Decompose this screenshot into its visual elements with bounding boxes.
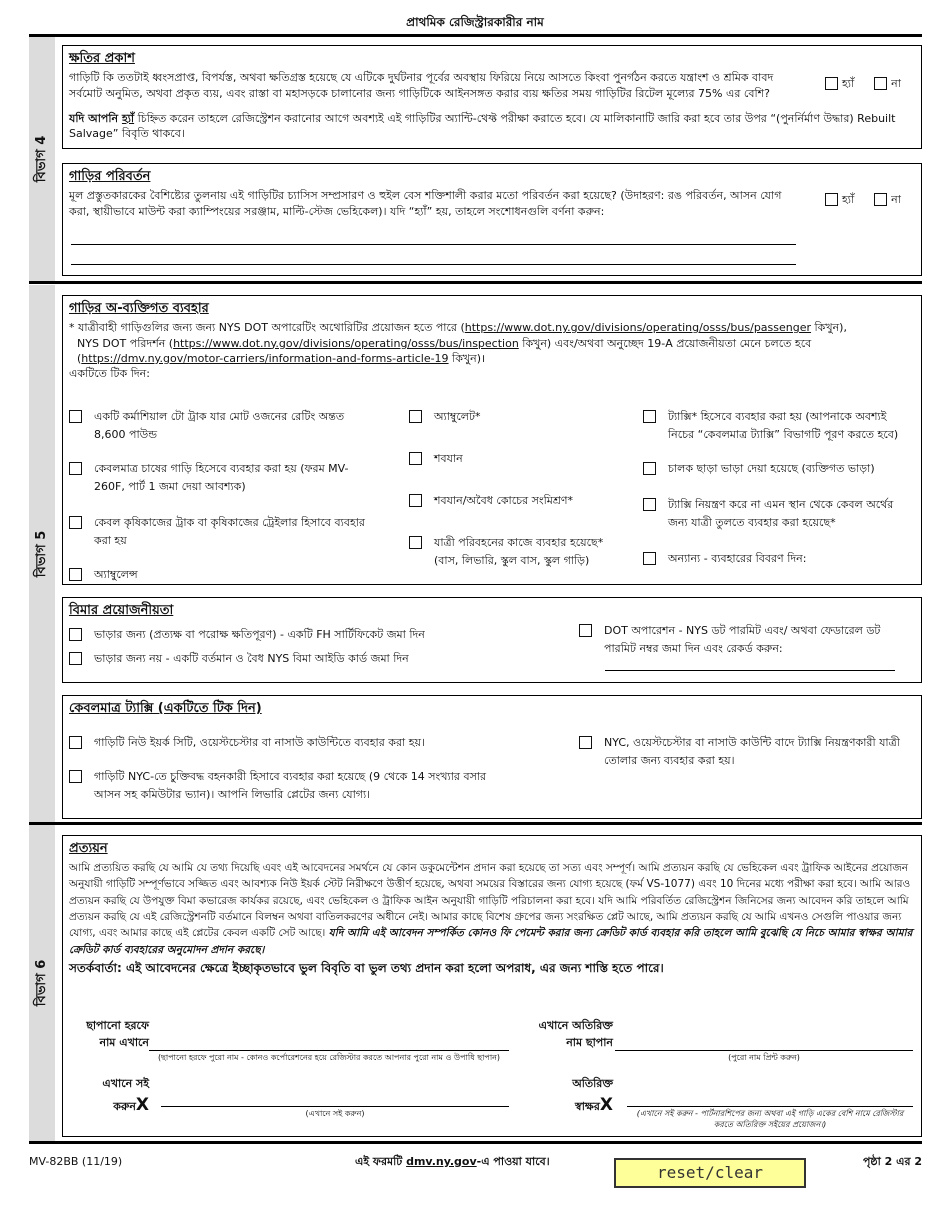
section-4 — [29, 34, 922, 284]
additional-signature-label: অতিরিক্ত স্বাক্ষরX — [572, 1077, 613, 1115]
taxi-option[interactable]: NYC, ওয়েস্টচেস্টার বা নাসাউ কাউন্টি বাদে ট্যাক্সি নিয়ন্ত্রণকারী যাত্রী তোলার জন্য ব্যবহার করা হয়। — [579, 734, 909, 769]
print-name-hint: (ছাপানো হরফে পুরো নাম - কোনও কর্পোরেশনের হয়ে রেজিস্টার করতে আপনার পুরো নাম ও উপাধি ছাপান) — [157, 1053, 501, 1062]
insurance-box — [62, 597, 922, 683]
salvage-question: গাড়িটি কি ততটাই ধ্বংসপ্রাপ্ত, বিপর্যস্ত, অথবা ক্ষতিগ্রস্ত হয়েছে যে এটিকে দুর্ঘটনার পূর্বের অবস্থায় ফিরিয়ে নিয়ে আসতে কিংবা পুনর্গঠন করতে যন্ত্রাংশ ও শ্রমিক বাবদ সর্বমোট অনুমিত, অথবা প্রকৃত ব্যয়, এবং রাস্তা বা মহাসড়কে চালানোর জন্য গাড়িটিকে আইনসঙ্গত করার ব্যয় ক্ষতির সময় গাড়িটির রিটেল মূল্যের 75% এর বেশি? — [69, 71, 774, 100]
insurance-heading: বিমার প্রয়োজনীয়তা — [69, 603, 174, 618]
reset-clear-button[interactable]: reset/clear — [614, 1158, 806, 1188]
modification-line-1[interactable] — [71, 244, 796, 245]
section-4-label: বিভাগ 4 — [33, 135, 49, 183]
available-note: এই ফরমটি dmv.ny.gov-এ পাওয়া যাবে। — [355, 1155, 550, 1168]
additional-name-label: এখানে অতিরিক্ত নাম ছাপান — [538, 1019, 613, 1049]
use-option[interactable]: চালক ছাড়া ভাড়া দেয়া হয়েছে (ব্যক্তিগত ভাড়া) — [643, 460, 913, 478]
salvage-no-checkbox[interactable] — [874, 77, 887, 90]
section-5 — [29, 285, 922, 825]
dmv-link[interactable]: dmv.ny.gov — [406, 1155, 477, 1168]
use-option[interactable]: অ্যাম্বুলেন্স — [69, 566, 369, 584]
taxi-heading: কেবলমাত্র ট্যাক্সি (একটিতে টিক দিন) — [69, 701, 262, 716]
additional-name-hint: (পুরো নাম প্রিন্ট করুন) — [728, 1053, 800, 1062]
additional-signature-hint: (এখানে সই করুন - পার্টনারশিপের জন্য অথবা এই গাড়ি একের বেশি নামে রেজিস্টার করতে অতিরিক্ত সইয়ের প্রয়োজন।) — [636, 1109, 904, 1130]
article-19-link[interactable]: https://dmv.ny.gov/motor-carriers/information-and-forms-article-19 — [81, 351, 449, 365]
signature-x: X — [135, 1094, 149, 1115]
page-number: পৃষ্ঠা 2 এর 2 — [862, 1155, 922, 1168]
modification-line-2[interactable] — [71, 264, 796, 265]
insurance-option[interactable]: ভাড়ার জন্য (প্রত্যক্ষ বা পরোক্ষ ক্ষতিপূরণ) - একটি FH সার্টিফিকেট জমা দিন — [69, 626, 549, 644]
use-note-3: (https://dmv.ny.gov/motor-carriers/information-and-forms-article-19 কিখুন)। — [77, 351, 486, 365]
non-personal-use-heading: গাড়ির অ-ব্যক্তিগত ব্যবহার — [69, 301, 209, 316]
footer — [0, 1150, 950, 1190]
signature-line[interactable] — [161, 1106, 509, 1107]
warning: সতর্কবার্তা: এই আবেদনের ক্ষেত্রে ইচ্ছাকৃতভাবে ভুল বিবৃতি বা ভুল তথ্য প্রদান করা হলো অপরাধ, এর জন্য শাস্তি হতে পারে। — [69, 960, 664, 975]
use-option[interactable]: যাত্রী পরিবহনের কাজে ব্যবহার হয়েছে* (বাস, লিভারি, স্কুল বাস, স্কুল গাড়ি) — [409, 534, 629, 569]
salvage-heading: ক্ষতির প্রকাশ — [69, 51, 135, 66]
print-name-label: ছাপানো হরফে নাম এখানে — [86, 1019, 149, 1049]
additional-name-line[interactable] — [615, 1050, 913, 1051]
other-use-line[interactable] — [668, 584, 903, 585]
insurance-option[interactable]: ভাড়ার জন্য নয় - একটি বর্তমান ও বৈধ NYS বিমা আইডি কার্ড জমা দিন — [69, 650, 549, 668]
non-personal-use-box — [62, 295, 922, 585]
use-note-2: NYS DOT পরিদর্শন (https://www.dot.ny.gov/divisions/operating/osss/bus/inspection কিখুন) এবং/অথবা অনুচ্ছেদ 19-A প্রয়োজনীয়তা মেনে চলতে হবে — [77, 336, 812, 350]
taxi-option[interactable]: গাড়িটি নিউ ইয়র্ক সিটি, ওয়েস্টচেস্টার বা নাসাউ কাউন্টিতে ব্যবহার করা হয়। — [69, 734, 529, 752]
certification-heading: প্রত্যয়ন — [69, 841, 108, 856]
modification-heading: গাড়ির পরিবর্তন — [69, 169, 151, 184]
modification-no-checkbox[interactable] — [874, 193, 887, 206]
use-option[interactable]: ট্যাক্সি নিয়ন্ত্রণ করে না এমন স্থান থেকে কেবল অর্থের জন্য যাত্রী তুলতে ব্যবহার করা হয়েছে* — [643, 496, 913, 531]
form-id: MV-82BB (11/19) — [29, 1155, 123, 1168]
dot-operation-option[interactable]: DOT অপারেশন - NYS ডট পারমিট এবং/ অথবা ফেডারেল ডট পারমিট নম্বর জমা দিন এবং রেকর্ড করুন: — [579, 622, 909, 657]
use-option[interactable]: একটি কর্মাশিয়াল টো ট্রাক যার মোট ওজনের রেটিং অন্তত 8,600 পাউন্ড — [69, 408, 369, 443]
additional-signature-line[interactable] — [627, 1106, 913, 1107]
salvage-yes-checkbox[interactable] — [825, 77, 838, 90]
use-option[interactable]: কেবলমাত্র চাষের গাড়ি হিসেবে ব্যবহার করা হয় (ফরম MV-260F, পার্ট 1 জমা দেয়া আবশ্যক) — [69, 460, 369, 495]
use-option[interactable]: অন্যান্য - ব্যবহারের বিবরণ দিন: — [643, 550, 913, 568]
dot-permit-line[interactable] — [605, 670, 895, 671]
section-6 — [29, 822, 922, 1144]
taxi-box — [62, 695, 922, 819]
modification-box: গাড়ির পরিবর্তন মূল প্রস্তুতকারকের বৈশিষ্ট্যের তুলনায় এই গাড়িটির চ্যাসিস সম্প্রসারণ ও হুইল বেস শক্তিশালী করার মতো পরিবর্তন করা হয়েছে? (উদাহরণ: রঙ পরিবর্তন, আসন যোগ করা, স্থায়ীভাবে মাউন্ট করা ক্যাম্পিংয়ের সরঞ্জাম, মাল্টি-স্টেজ ভেহিকেল)। যদি “হ্যাঁ” হয়, তাহলে সংশোধনগুলি বর্ণনা করুন: হ্যাঁ না — [62, 163, 922, 276]
credit-card-statement: যদি আমি এই আবেদন সম্পর্কিত কোনও ফি পেমেন্ট করার জন্য ক্রেডিট কার্ড ব্যবহার করি তাহলে আমি বুঝেছি যে নিচে আমার স্বাক্ষর আমার ক্রেডিট কার্ড ব্যবহারের অনুমোদন প্রদান করছে। — [69, 927, 913, 956]
tick-one-label: একটিতে টিক দিন: — [69, 367, 150, 381]
use-option[interactable]: শবযান/অবৈধ কোচের সংমিশ্রণ* — [409, 492, 629, 510]
section-6-label: বিভাগ 6 — [33, 959, 49, 1007]
signature-label: এখানে সই করুনX — [102, 1077, 149, 1115]
inspection-link[interactable]: https://www.dot.ny.gov/divisions/operating/osss/bus/inspection — [173, 336, 519, 350]
certification-body: আমি প্রত্যয়িত করছি যে আমি যে তথ্য দিয়েছি এবং এই আবেদনের সমর্থনে যে কোন ডকুমেন্টেশন প্রদান করা হয়েছে তা সত্য এবং সম্পূর্ণ। আমি প্রত্যয়ন করছি যে ভেহিকেল এবং ট্রাফিক আইনের প্রয়োজন অনুযায়ী গাড়িটি সম্পূর্ণভাবে সজ্জিত এবং আবশ্যক নিউ ইয়র্ক স্টেট নিরীক্ষণে উত্তীর্ণ হয়েছে, অথবা সময়ের বিস্তারের জন্য যোগ্য হয়েছে (ফর্ম VS-1077) এবং 10 দিনের মধ্যে পরীক্ষা করা হবে। আমি আরও প্রত্যয়ন করছি যে উপযুক্ত বিমা কভারেজ কার্যকর রয়েছে, এবং ভেহিকেল ও ট্রাফিক আইন অনুযায়ী গাড়িটি পরিচালনা করা হবে। যদি আমি পরিবর্তিত রেজিস্ট্রেশন জিনিসের জন্য আবেদন করি তাহলে আমি প্রত্যয়ন করছি যে এই রেজিস্ট্রেশনটি বর্তমানে বিলম্বন অথবা বাতিলকরণের অধীনে নেই। আমার কাছে বিশেষ গ্রুপের জন্য সংরক্ষিত প্লেট আছে, আমি প্রত্যয়ন করছি যে আমি এখনও সেগুলি পাওয়ার জন্য যোগ্য, এবং আমার কাছে এই প্লেটের কেবল একটি সেট আছে। যদি আমি এই আবেদন সম্পর্কিত কোনও ফি পেমেন্ট করার জন্য ক্রেডিট কার্ড ব্যবহার করি তাহলে আমি বুঝেছি যে নিচে আমার স্বাক্ষর আমার ক্রেডিট কার্ড ব্যবহারের অনুমোদন প্রদান করছে। — [69, 862, 913, 956]
use-option[interactable]: শবযান — [409, 450, 629, 468]
salvage-box: ক্ষতির প্রকাশ গাড়িটি কি ততটাই ধ্বংসপ্রাপ্ত, বিপর্যস্ত, অথবা ক্ষতিগ্রস্ত হয়েছে যে এটিকে দুর্ঘটনার পূর্বের অবস্থায় ফিরিয়ে নিয়ে আসতে কিংবা পুনর্গঠন করতে যন্ত্রাংশ ও শ্রমিক বাবদ সর্বমোট অনুমিত, অথবা প্রকৃত ব্যয়, এবং রাস্তা বা মহাসড়কে চালানোর জন্য গাড়িটিকে আইনসঙ্গত করার ব্যয় ক্ষতির সময় গাড়িটির রিটেল মূল্যের 75% এর বেশি? যদি আপনি হ্যাঁ চিহ্নিত করেন তাহলে রেজিস্ট্রেশন করানোর আগে অবশ্যই এই গাড়িটির অ্যান্টি-থেফ্ট পরীক্ষা করাতে হবে। যে মালিকানাটি জারি করা হবে তার উপর “(পুনর্নির্মাণ উদ্ধার) Rebuilt Salvage” বিবৃতি থাকবে। হ্যাঁ না — [62, 45, 922, 149]
modification-question: মূল প্রস্তুতকারকের বৈশিষ্ট্যের তুলনায় এই গাড়িটির চ্যাসিস সম্প্রসারণ ও হুইল বেস শক্তিশালী করার মতো পরিবর্তন করা হয়েছে? (উদাহরণ: রঙ পরিবর্তন, আসন যোগ করা, স্থায়ীভাবে মাউন্ট করা ক্যাম্পিংয়ের সরঞ্জাম, মাল্টি-স্টেজ ভেহিকেল)। যদি “হ্যাঁ” হয়, তাহলে সংশোধনগুলি বর্ণনা করুন: — [69, 189, 782, 218]
use-option[interactable]: কেবল কৃষিকাজের ট্রাক বা কৃষিকাজের ট্রেইলার হিসাবে ব্যবহার করা হয় — [69, 514, 369, 549]
passenger-link[interactable]: https://www.dot.ny.gov/divisions/operating/osss/bus/passenger — [464, 321, 812, 335]
use-option[interactable]: অ্যাম্বুলেট* — [409, 408, 629, 426]
certification-box — [62, 835, 922, 1137]
page-title: প্রাথমিক রেজিস্ট্রারকারীর নাম — [406, 15, 544, 29]
signature-hint: (এখানে সই করুন) — [305, 1109, 365, 1118]
salvage-note: যদি আপনি হ্যাঁ চিহ্নিত করেন তাহলে রেজিস্ট্রেশন করানোর আগে অবশ্যই এই গাড়িটির অ্যান্টি-থেফ্ট পরীক্ষা করাতে হবে। যে মালিকানাটি জারি করা হবে তার উপর “(পুনর্নির্মাণ উদ্ধার) Rebuilt Salvage” বিবৃতি থাকবে। — [69, 111, 896, 141]
print-name-line[interactable] — [149, 1050, 509, 1051]
modification-yes-checkbox[interactable] — [825, 193, 838, 206]
use-option[interactable]: ট্যাক্সি* হিসেবে ব্যবহার করা হয় (আপনাকে অবশ্যই নিচের “কেবলমাত্র ট্যাক্সি” বিভাগটি পূরণ করতে হবে) — [643, 408, 913, 443]
section-5-label: বিভাগ 5 — [33, 530, 49, 577]
use-note-1: * যাত্রীবাহী গাড়িগুলির জন্য জন্য NYS DOT অপারেটিং অথোরিটির প্রয়োজন হতে পারে (https://www.dot.ny.gov/divisions/operating/osss/bus/passenger কিখুন), — [69, 321, 847, 335]
additional-signature-x: X — [599, 1094, 613, 1115]
taxi-option[interactable]: গাড়িটি NYC-তে চুক্তিবদ্ধ বহনকারী হিসাবে ব্যবহার করা হয়েছে (9 থেকে 14 সংখ্যার বসার আসন সহ কমিউটার ভ্যান)। আপনি লিভারি প্লেটের জন্য যোগ্য। — [69, 768, 509, 803]
